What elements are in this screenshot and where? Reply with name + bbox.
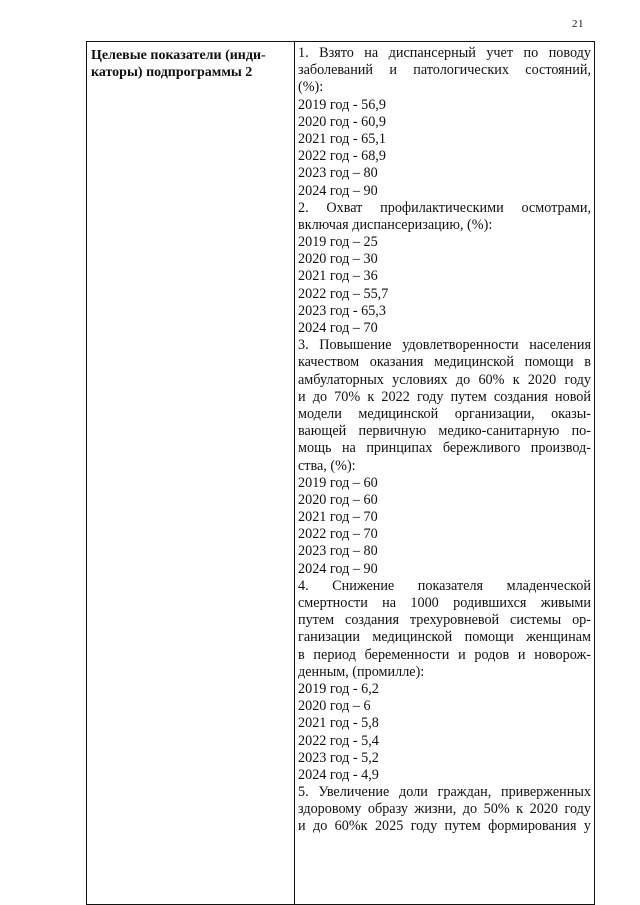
text-line: заболеваний и патологических состояний,: [298, 62, 591, 79]
text-line: 2022 год – 70: [298, 526, 378, 543]
text-line: 2021 год – 70: [298, 509, 378, 526]
text-line: и до 60%к 2025 году путем формирования у: [298, 818, 591, 835]
text-line: 2023 год – 80: [298, 543, 378, 560]
indicators-table: [86, 41, 595, 905]
text-line: 2024 год – 90: [298, 560, 378, 577]
text-line: ганизации медицинской помощи женщинам: [298, 629, 591, 646]
text-line: качеством оказания медицинской помощи в: [298, 354, 591, 371]
table-row: [87, 42, 595, 905]
text-line: 1. Взято на диспансерный учет по поводу: [298, 45, 591, 61]
text-line: 2020 год - 60,9: [298, 113, 386, 130]
text-line: 2020 год – 60: [298, 491, 378, 508]
text-line: мощь на принципах бережливого производ-: [298, 440, 591, 457]
section-title-line: каторы) подпрограммы 2: [91, 65, 253, 81]
text-line: смертности на 1000 родившихся живыми: [298, 595, 591, 611]
text-line: 2021 год – 36: [298, 268, 378, 285]
text-line: 2024 год – 90: [298, 182, 378, 199]
text-line: здоровому образу жизни, до 50% к 2020 году: [298, 801, 591, 818]
text-line: 2. Охват профилактическими осмотрами,: [298, 199, 591, 216]
text-line: вающей первичную медико-санитарную по-: [298, 423, 591, 440]
text-line: 2020 год – 6: [298, 698, 371, 715]
text-line: 2019 год - 56,9: [298, 96, 386, 113]
text-line: денным, (промилле):: [298, 663, 425, 680]
text-line: амбулаторных условиях до 60% к 2020 году: [298, 371, 591, 388]
text-line: ства, (%):: [298, 457, 356, 474]
indicator-text: [295, 42, 594, 836]
text-line: включая диспансеризацию, (%):: [298, 216, 493, 233]
text-line: и до 70% к 2022 году путем создания новой: [298, 388, 591, 405]
text-line: 2022 год – 55,7: [298, 285, 389, 302]
text-line: 2021 год - 65,1: [298, 130, 386, 147]
text-line: 2024 год – 70: [298, 320, 378, 336]
indicator-values-cell: [295, 42, 595, 905]
indicator-label-cell: [87, 42, 295, 905]
section-title: [87, 42, 294, 81]
text-line: 4. Снижение показателя младенческой: [298, 577, 591, 594]
text-line: 2022 год - 5,4: [298, 732, 379, 749]
text-line: 2019 год – 60: [298, 474, 378, 491]
page-number: 21: [572, 18, 584, 30]
text-line: 5. Увеличение доли граждан, приверженных: [298, 784, 591, 801]
text-line: в период беременности и родов и новорож-: [298, 646, 591, 663]
text-line: модели медицинской организации, оказы-: [298, 405, 591, 422]
text-line: 2020 год – 30: [298, 251, 378, 268]
text-line: 2019 год – 25: [298, 234, 378, 251]
text-line: 2021 год - 5,8: [298, 715, 379, 732]
text-line: 2023 год - 65,3: [298, 302, 386, 319]
text-line: (%):: [298, 79, 324, 96]
text-line: 3. Повышение удовлетворенности населения: [298, 337, 591, 354]
text-line: 2023 год - 5,2: [298, 749, 379, 766]
text-line: 2022 год - 68,9: [298, 148, 386, 165]
text-line: путем создания трехуровневой системы ор-: [298, 612, 591, 629]
text-line: 2024 год - 4,9: [298, 766, 379, 783]
text-line: 2023 год – 80: [298, 165, 378, 182]
section-title-line: Целевые показатели (инди-: [91, 48, 266, 63]
text-line: 2019 год - 6,2: [298, 680, 379, 697]
